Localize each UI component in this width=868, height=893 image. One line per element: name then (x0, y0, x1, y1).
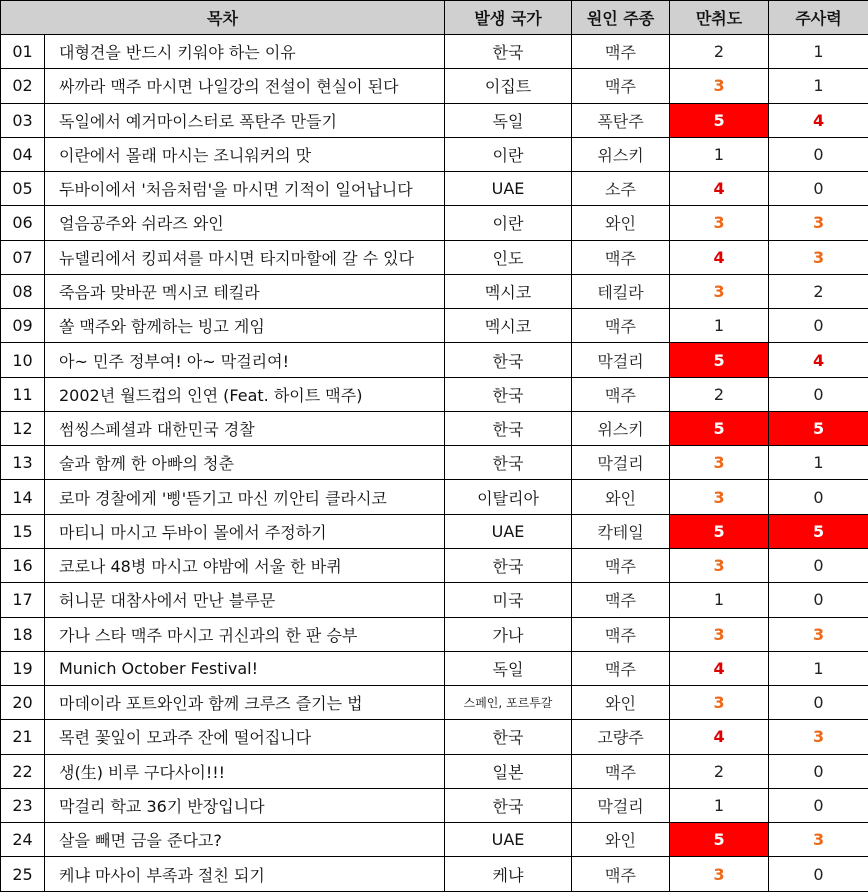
row-rowdiness: 2 (769, 274, 868, 308)
row-number: 14 (1, 480, 45, 514)
row-drunkenness: 1 (670, 309, 769, 343)
row-drunkenness: 3 (670, 548, 769, 582)
row-title: 썸씽스페셜과 대한민국 경찰 (45, 411, 445, 445)
row-number: 06 (1, 206, 45, 240)
row-drink: 맥주 (572, 548, 670, 582)
row-drunkenness: 3 (670, 274, 769, 308)
row-rowdiness: 3 (769, 720, 868, 754)
row-drunkenness: 3 (670, 69, 769, 103)
row-drunkenness: 3 (670, 206, 769, 240)
row-country: 가나 (445, 617, 572, 651)
row-drink: 맥주 (572, 583, 670, 617)
table-row (1, 788, 868, 822)
row-title: 마데이라 포트와인과 함께 크루즈 즐기는 법 (45, 686, 445, 720)
table-row (1, 686, 868, 720)
row-drink: 위스키 (572, 137, 670, 171)
table-row (1, 617, 868, 651)
row-title: 막걸리 학교 36기 반장입니다 (45, 788, 445, 822)
table-row (1, 720, 868, 754)
table-row (1, 137, 868, 171)
row-country: 한국 (445, 548, 572, 582)
row-rowdiness: 5 (769, 411, 868, 445)
row-drink: 맥주 (572, 69, 670, 103)
row-rowdiness: 0 (769, 172, 868, 206)
row-title: 얼음공주와 쉬라즈 와인 (45, 206, 445, 240)
table-row (1, 274, 868, 308)
row-rowdiness: 0 (769, 377, 868, 411)
row-country: 한국 (445, 788, 572, 822)
row-drunkenness: 2 (670, 754, 769, 788)
table-row (1, 172, 868, 206)
row-drink: 위스키 (572, 411, 670, 445)
row-drunkenness: 5 (670, 103, 769, 137)
row-title: 로마 경찰에게 '삥'뜯기고 마신 끼안티 클라시코 (45, 480, 445, 514)
row-rowdiness: 1 (769, 446, 868, 480)
row-country: 이란 (445, 137, 572, 171)
row-rowdiness: 1 (769, 651, 868, 685)
row-drink: 맥주 (572, 651, 670, 685)
table-row (1, 103, 868, 137)
row-drink: 와인 (572, 686, 670, 720)
row-rowdiness: 0 (769, 788, 868, 822)
table-row (1, 754, 868, 788)
row-drink: 와인 (572, 206, 670, 240)
row-title: 죽음과 맞바꾼 멕시코 테킬라 (45, 274, 445, 308)
row-number: 09 (1, 309, 45, 343)
table-row (1, 411, 868, 445)
row-drink: 맥주 (572, 857, 670, 892)
row-rowdiness: 0 (769, 309, 868, 343)
row-country: 미국 (445, 583, 572, 617)
row-rowdiness: 5 (769, 514, 868, 548)
row-rowdiness: 4 (769, 343, 868, 377)
table-row (1, 514, 868, 548)
row-rowdiness: 0 (769, 857, 868, 892)
row-drink: 맥주 (572, 754, 670, 788)
row-drunkenness: 4 (670, 240, 769, 274)
row-drink: 막걸리 (572, 343, 670, 377)
row-title: 쏠 맥주와 함께하는 빙고 게임 (45, 309, 445, 343)
table-row (1, 35, 868, 69)
table-body (1, 35, 868, 892)
row-country: 스페인, 포르투갈 (445, 686, 572, 720)
row-number: 03 (1, 103, 45, 137)
row-drink: 막걸리 (572, 788, 670, 822)
row-number: 20 (1, 686, 45, 720)
header-rowdiness: 주사력 (769, 1, 868, 35)
row-title: 이란에서 몰래 마시는 조니워커의 맛 (45, 137, 445, 171)
row-rowdiness: 0 (769, 686, 868, 720)
row-rowdiness: 0 (769, 480, 868, 514)
row-title: 싸까라 맥주 마시면 나일강의 전설이 현실이 된다 (45, 69, 445, 103)
row-number: 08 (1, 274, 45, 308)
row-title: 대형견을 반드시 키워야 하는 이유 (45, 35, 445, 69)
row-country: 독일 (445, 103, 572, 137)
row-country: 독일 (445, 651, 572, 685)
row-number: 02 (1, 69, 45, 103)
row-country: UAE (445, 514, 572, 548)
header-country: 발생 국가 (445, 1, 572, 35)
header-row (1, 1, 868, 35)
row-country: 인도 (445, 240, 572, 274)
row-drink: 막걸리 (572, 446, 670, 480)
table-row (1, 446, 868, 480)
row-drink: 맥주 (572, 309, 670, 343)
row-country: 멕시코 (445, 274, 572, 308)
table-row (1, 651, 868, 685)
row-rowdiness: 3 (769, 206, 868, 240)
row-title: 생(生) 비루 구다사이!!! (45, 754, 445, 788)
table-row (1, 240, 868, 274)
header-drunkenness: 만취도 (670, 1, 769, 35)
row-drink: 맥주 (572, 377, 670, 411)
row-country: UAE (445, 172, 572, 206)
row-number: 16 (1, 548, 45, 582)
row-drink: 와인 (572, 823, 670, 857)
row-drink: 고량주 (572, 720, 670, 754)
row-drink: 테킬라 (572, 274, 670, 308)
row-number: 12 (1, 411, 45, 445)
table-row (1, 377, 868, 411)
row-title: 독일에서 예거마이스터로 폭탄주 만들기 (45, 103, 445, 137)
row-drunkenness: 3 (670, 686, 769, 720)
row-drunkenness: 1 (670, 137, 769, 171)
row-country: 한국 (445, 35, 572, 69)
table-row (1, 309, 868, 343)
row-number: 10 (1, 343, 45, 377)
row-country: 한국 (445, 377, 572, 411)
row-title: 2002년 월드컵의 인연 (Feat. 하이트 맥주) (45, 377, 445, 411)
table-row (1, 69, 868, 103)
row-drink: 맥주 (572, 240, 670, 274)
row-number: 23 (1, 788, 45, 822)
row-drunkenness: 1 (670, 788, 769, 822)
row-drink: 칵테일 (572, 514, 670, 548)
row-number: 22 (1, 754, 45, 788)
row-title: 뉴델리에서 킹피셔를 마시면 타지마할에 갈 수 있다 (45, 240, 445, 274)
row-drunkenness: 5 (670, 514, 769, 548)
header-toc: 목차 (1, 1, 445, 35)
row-title: 허니문 대참사에서 만난 블루문 (45, 583, 445, 617)
row-drunkenness: 5 (670, 343, 769, 377)
row-number: 21 (1, 720, 45, 754)
row-rowdiness: 3 (769, 823, 868, 857)
row-number: 25 (1, 857, 45, 892)
row-title: 살을 빼면 금을 준다고? (45, 823, 445, 857)
table-row (1, 548, 868, 582)
row-rowdiness: 0 (769, 548, 868, 582)
row-title: 케냐 마사이 부족과 절친 되기 (45, 857, 445, 892)
row-title: 가나 스타 맥주 마시고 귀신과의 한 판 승부 (45, 617, 445, 651)
row-drunkenness: 3 (670, 446, 769, 480)
row-drink: 와인 (572, 480, 670, 514)
row-number: 15 (1, 514, 45, 548)
row-number: 17 (1, 583, 45, 617)
table-row (1, 857, 868, 892)
row-rowdiness: 0 (769, 754, 868, 788)
row-country: 일본 (445, 754, 572, 788)
row-drunkenness: 3 (670, 617, 769, 651)
row-country: 케냐 (445, 857, 572, 892)
row-country: UAE (445, 823, 572, 857)
row-drunkenness: 3 (670, 480, 769, 514)
row-rowdiness: 0 (769, 583, 868, 617)
row-rowdiness: 3 (769, 617, 868, 651)
row-rowdiness: 1 (769, 69, 868, 103)
row-title: 아~ 민주 정부여! 아~ 막걸리여! (45, 343, 445, 377)
row-number: 19 (1, 651, 45, 685)
row-number: 11 (1, 377, 45, 411)
row-number: 13 (1, 446, 45, 480)
row-title: 목련 꽃잎이 모과주 잔에 떨어집니다 (45, 720, 445, 754)
row-drunkenness: 4 (670, 720, 769, 754)
row-title: Munich October Festival! (45, 651, 445, 685)
row-country: 한국 (445, 446, 572, 480)
row-country: 이란 (445, 206, 572, 240)
row-country: 이탈리아 (445, 480, 572, 514)
row-number: 05 (1, 172, 45, 206)
row-drink: 폭탄주 (572, 103, 670, 137)
row-drink: 소주 (572, 172, 670, 206)
row-drunkenness: 5 (670, 823, 769, 857)
row-drunkenness: 2 (670, 377, 769, 411)
row-drunkenness: 4 (670, 651, 769, 685)
table-row (1, 823, 868, 857)
header-drink: 원인 주종 (572, 1, 670, 35)
row-country: 한국 (445, 720, 572, 754)
row-title: 술과 함께 한 아빠의 청춘 (45, 446, 445, 480)
row-number: 18 (1, 617, 45, 651)
table-row (1, 480, 868, 514)
row-number: 07 (1, 240, 45, 274)
row-drink: 맥주 (572, 617, 670, 651)
row-drunkenness: 1 (670, 583, 769, 617)
row-drunkenness: 4 (670, 172, 769, 206)
row-number: 01 (1, 35, 45, 69)
row-drunkenness: 3 (670, 857, 769, 892)
row-country: 한국 (445, 343, 572, 377)
table-row (1, 583, 868, 617)
table-row (1, 343, 868, 377)
row-rowdiness: 1 (769, 35, 868, 69)
row-number: 24 (1, 823, 45, 857)
row-rowdiness: 4 (769, 103, 868, 137)
row-title: 두바이에서 '처음처럼'을 마시면 기적이 일어납니다 (45, 172, 445, 206)
row-drunkenness: 5 (670, 411, 769, 445)
row-title: 마티니 마시고 두바이 몰에서 주정하기 (45, 514, 445, 548)
row-drunkenness: 2 (670, 35, 769, 69)
row-country: 이집트 (445, 69, 572, 103)
row-rowdiness: 0 (769, 137, 868, 171)
table-row (1, 206, 868, 240)
row-rowdiness: 3 (769, 240, 868, 274)
row-drink: 맥주 (572, 35, 670, 69)
row-country: 멕시코 (445, 309, 572, 343)
row-title: 코로나 48병 마시고 야밤에 서울 한 바퀴 (45, 548, 445, 582)
row-country: 한국 (445, 411, 572, 445)
row-number: 04 (1, 137, 45, 171)
